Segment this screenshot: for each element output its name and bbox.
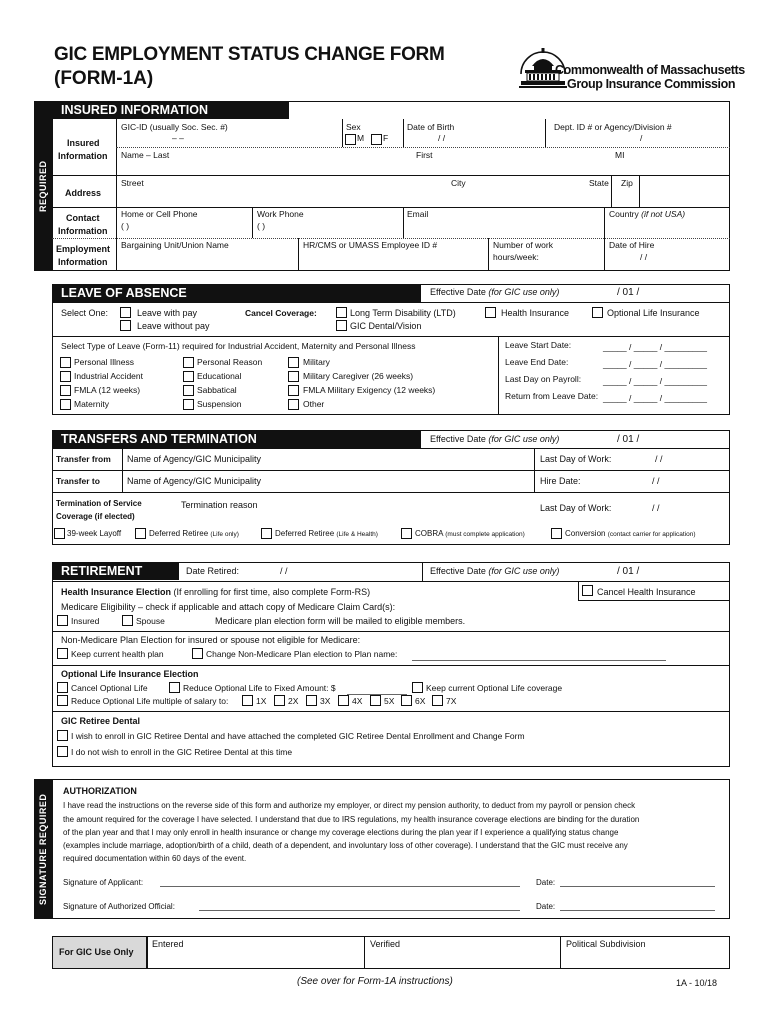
last-day-work-label: Last Day of Work:	[540, 454, 612, 464]
date-of-hire-slashes: / /	[640, 252, 648, 262]
dept-id-slash: /	[640, 133, 643, 143]
work-hours-label-line1: Number of work	[493, 240, 553, 250]
dob-label: Date of Birth	[407, 122, 455, 132]
maternity-checkbox[interactable]	[60, 399, 71, 410]
address-field[interactable]	[117, 190, 729, 206]
applicant-date-label: Date:	[536, 878, 556, 887]
transfer-to-label: Transfer to	[56, 476, 100, 486]
applicant-signature-label: Signature of Applicant:	[63, 878, 144, 887]
leave-type-label: Educational	[197, 371, 242, 381]
multiple-label: 4X	[352, 696, 363, 706]
military-caregiver-checkbox[interactable]	[288, 371, 299, 382]
personal-illness-checkbox[interactable]	[60, 357, 71, 368]
gic-id-field[interactable]	[117, 133, 342, 146]
insured-information-label: Information	[58, 151, 108, 161]
leave-type-label: Industrial Accident	[74, 371, 143, 381]
signature-required-sidebar: SIGNATURE REQUIRED	[34, 779, 52, 919]
contact-information-label: Information	[58, 226, 108, 236]
leave-type-label: Personal Reason	[197, 357, 263, 367]
leave-optional-life-checkbox[interactable]	[592, 307, 603, 318]
personal-reason-checkbox[interactable]	[183, 357, 194, 368]
middle-initial-label: MI	[615, 150, 625, 160]
keep-health-plan-label: Keep current health plan	[71, 649, 164, 659]
change-plan-checkbox[interactable]	[192, 648, 203, 659]
fmla-checkbox[interactable]	[60, 385, 71, 396]
reduce-multiple-label: Reduce Optional Life multiple of salary to:	[71, 696, 229, 706]
leave-type-label: Other	[303, 399, 325, 409]
transfer-from-label: Transfer from	[56, 454, 111, 464]
keep-health-plan-checkbox[interactable]	[57, 648, 68, 659]
reduce-fixed-checkbox[interactable]	[169, 682, 180, 693]
hire-date-label: Hire Date:	[540, 476, 581, 486]
employment-field[interactable]	[117, 254, 487, 269]
insured-title-bar: INSURED INFORMATION	[53, 102, 289, 119]
conversion-checkbox[interactable]	[551, 528, 562, 539]
medicare-spouse-checkbox[interactable]	[122, 615, 133, 626]
reduce-fixed-label: Reduce Optional Life to Fixed Amount: $	[183, 683, 336, 693]
retirement-effective-date: Effective Date (for GIC use only)	[430, 566, 560, 576]
termination-label-line2: Coverage (if elected)	[56, 512, 135, 521]
ltd-checkbox[interactable]	[336, 307, 347, 318]
contact-label: Contact	[66, 213, 100, 223]
official-signature-label: Signature of Authorized Official:	[63, 902, 175, 911]
termination-last-day-slashes[interactable]: / /	[652, 503, 660, 513]
reduce-multiple-checkbox[interactable]	[57, 695, 68, 706]
multiple-7x-checkbox[interactable]	[432, 695, 443, 706]
street-label: Street	[121, 178, 144, 188]
multiple-5x-checkbox[interactable]	[370, 695, 381, 706]
termination-option: Conversion (contact carrier for application)	[565, 529, 696, 538]
medicare-spouse-label: Spouse	[136, 616, 165, 626]
dob-slashes: / /	[438, 133, 446, 143]
sabbatical-checkbox[interactable]	[183, 385, 194, 396]
ltd-label: Long Term Disability (LTD)	[350, 308, 456, 318]
required-sidebar: REQUIRED	[34, 101, 52, 271]
transfers-effective-date-value: / 01 /	[617, 434, 640, 445]
home-phone-label: Home or Cell Phone	[121, 209, 198, 219]
return-date-blank[interactable]: _____ / _____ / _________	[603, 393, 707, 403]
sex-f-label: F	[383, 133, 389, 143]
keep-optional-life-label: Keep current Optional Life coverage	[426, 683, 563, 693]
termination-option: Deferred Retiree (Life & Health)	[275, 529, 378, 538]
dental-vision-label: GIC Dental/Vision	[350, 321, 422, 331]
dental-vision-checkbox[interactable]	[336, 320, 347, 331]
leave-without-pay-label: Leave without pay	[137, 321, 210, 331]
name-last-label: Name – Last	[121, 150, 170, 160]
leave-effective-date-value: / 01 /	[617, 287, 640, 298]
leave-start-blank[interactable]: _____ / _____ / _________	[603, 342, 707, 352]
dental-decline-checkbox[interactable]	[57, 746, 68, 757]
country-label: Country (if not USA)	[609, 209, 686, 219]
leave-effective-date: Effective Date (for GIC use only)	[430, 287, 560, 297]
authorization-text-line: (examples include marriage, adoption/birth of a child, death of a dependent, and involuntary loss of other coverage). I understand that the GIC must receive any	[63, 841, 628, 850]
optional-life-title: Optional Life Insurance Election	[61, 669, 199, 679]
hire-date-slashes[interactable]: / /	[652, 476, 660, 486]
multiple-1x-checkbox[interactable]	[242, 695, 253, 706]
applicant-signature-field[interactable]	[160, 886, 520, 887]
work-hours-label-line2: hours/week:	[493, 252, 539, 262]
medicare-eligibility-label: Medicare Eligibility – check if applicable and attach copy of Medicare Claim Card(s):	[61, 602, 396, 612]
health-election-line: Health Insurance Election (If enrolling for first time, also complete Form-RS)	[61, 587, 371, 597]
multiple-label: 3X	[320, 696, 331, 706]
medicare-insured-checkbox[interactable]	[57, 615, 68, 626]
transfer-to-agency[interactable]: Name of Agency/GIC Municipality	[127, 476, 262, 486]
dental-enroll-checkbox[interactable]	[57, 730, 68, 741]
leave-without-pay-checkbox[interactable]	[120, 320, 131, 331]
multiple-label: 7X	[446, 696, 457, 706]
cancel-health-checkbox[interactable]	[582, 585, 593, 596]
deferred-life-health-checkbox[interactable]	[261, 528, 272, 539]
authorization-text-line: the amount required for the coverage I have selected. I understand that due to IRS regulations, my health insurance coverage elections are binding for the duration	[63, 815, 640, 824]
form-title-line1: GIC EMPLOYMENT STATUS CHANGE FORM	[54, 44, 445, 65]
address-label: Address	[65, 188, 102, 198]
gic-political-label: Political Subdivision	[566, 939, 646, 949]
employment-label: Employment	[56, 244, 111, 254]
termination-last-day-label: Last Day of Work:	[540, 503, 612, 513]
return-date-label: Return from Leave Date:	[505, 391, 599, 401]
keep-optional-life-checkbox[interactable]	[412, 682, 423, 693]
retirement-title-bar: RETIREMENT	[53, 563, 179, 580]
multiple-2x-checkbox[interactable]	[274, 695, 285, 706]
official-date-label: Date:	[536, 902, 556, 911]
last-day-payroll-label: Last Day on Payroll:	[505, 374, 582, 384]
gic-verified-label: Verified	[370, 939, 401, 949]
multiple-label: 2X	[288, 696, 299, 706]
cancel-coverage-label: Cancel Coverage:	[245, 308, 317, 318]
transfers-effective-date: Effective Date (for GIC use only)	[430, 434, 560, 444]
form-title-line2: (FORM-1A)	[54, 68, 154, 89]
form-code: 1A - 10/18	[676, 978, 718, 988]
leave-type-prompt: Select Type of Leave (Form-11) required for Industrial Accident, Maternity and Personal Illness	[61, 341, 416, 351]
layoff-checkbox[interactable]	[54, 528, 65, 539]
authorization-text-line: of the plan year and that I may only enroll in health insurance or change my coverage elections during the plan year if I experience a qualifying status change	[63, 828, 619, 837]
industrial-accident-checkbox[interactable]	[60, 371, 71, 382]
sex-m-label: M	[357, 133, 365, 143]
sex-f-checkbox[interactable]	[371, 134, 382, 145]
leave-type-label: Suspension	[197, 399, 242, 409]
see-over-note: (See over for Form-1A instructions)	[297, 976, 453, 987]
leave-type-label: Military Caregiver (26 weeks)	[303, 371, 414, 381]
leave-health-label: Health Insurance	[501, 308, 570, 318]
dental-enroll-label: I wish to enroll in GIC Retiree Dental and have attached the completed GIC Retiree Dental Enrollment and Change Form	[71, 731, 525, 741]
military-checkbox[interactable]	[288, 357, 299, 368]
termination-option: 39-week Layoff	[67, 529, 122, 538]
change-plan-label: Change Non-Medicare Plan election to Plan name:	[206, 649, 398, 659]
work-phone-paren: ( )	[257, 221, 266, 231]
agency-name-line2: Group Insurance Commission	[567, 77, 736, 91]
work-phone-label: Work Phone	[257, 209, 304, 219]
educational-checkbox[interactable]	[183, 371, 194, 382]
leave-type-label: FMLA Military Exigency (12 weeks)	[303, 385, 436, 395]
dept-id-label: Dept. ID # or Agency/Division #	[554, 122, 672, 132]
leave-with-pay-label: Leave with pay	[137, 308, 198, 318]
leave-with-pay-checkbox[interactable]	[120, 307, 131, 318]
date-of-hire-label: Date of Hire	[609, 240, 655, 250]
authorization-text-line: required documentation within 60 days of the event.	[63, 854, 247, 863]
name-field[interactable]	[117, 162, 729, 174]
multiple-label: 5X	[384, 696, 395, 706]
multiple-6x-checkbox[interactable]	[401, 695, 412, 706]
official-date-field[interactable]	[560, 910, 715, 911]
retirement-effective-date-value: / 01 /	[617, 566, 640, 577]
first-name-label: First	[416, 150, 433, 160]
cobra-checkbox[interactable]	[401, 528, 412, 539]
date-retired-label: Date Retired:	[186, 566, 240, 576]
termination-label-line1: Termination of Service	[56, 499, 142, 508]
leave-start-label: Leave Start Date:	[505, 340, 572, 350]
plan-name-field[interactable]	[412, 660, 666, 661]
insured-row-label: Insured	[67, 138, 100, 148]
select-one-label: Select One:	[61, 308, 109, 318]
date-retired-slashes[interactable]: / /	[280, 566, 288, 576]
cancel-optional-life-checkbox[interactable]	[57, 682, 68, 693]
official-signature-field[interactable]	[199, 910, 520, 911]
cancel-health-label: Cancel Health Insurance	[597, 587, 696, 597]
termination-option: COBRA (must complete application)	[415, 529, 525, 538]
retiree-dental-title: GIC Retiree Dental	[61, 716, 141, 726]
gic-id-dashes: – –	[172, 133, 184, 143]
transfer-from-agency[interactable]: Name of Agency/GIC Municipality	[127, 454, 262, 464]
non-medicare-label: Non-Medicare Plan Election for insured or spouse not eligible for Medicare:	[61, 635, 361, 645]
medicare-election-note: Medicare plan election form will be mailed to eligible members.	[215, 616, 466, 626]
sex-label: Sex	[346, 122, 361, 132]
dental-decline-label: I do not wish to enroll in the GIC Retiree Dental at this time	[71, 747, 293, 757]
leave-type-label: FMLA (12 weeks)	[74, 385, 141, 395]
bargaining-unit-label: Bargaining Unit/Union Name	[121, 240, 229, 250]
sex-m-checkbox[interactable]	[345, 134, 356, 145]
leave-title-bar: LEAVE OF ABSENCE	[53, 285, 421, 302]
employment-information-label: Information	[58, 257, 108, 267]
leave-optional-life-label: Optional Life Insurance	[607, 308, 700, 318]
termination-option: Deferred Retiree (Life only)	[149, 529, 239, 538]
hrcms-id-label: HR/CMS or UMASS Employee ID #	[303, 240, 438, 250]
leave-type-label: Sabbatical	[197, 385, 237, 395]
medicare-insured-label: Insured	[71, 616, 100, 626]
zip-label: Zip	[621, 178, 633, 188]
leave-end-blank[interactable]: _____ / _____ / _________	[603, 359, 707, 369]
deferred-life-checkbox[interactable]	[135, 528, 146, 539]
state-label: State	[589, 178, 609, 188]
last-day-payroll-blank[interactable]: _____ / _____ / _________	[603, 376, 707, 386]
last-day-work-slashes[interactable]: / /	[655, 454, 663, 464]
authorization-title: AUTHORIZATION	[63, 786, 137, 796]
email-label: Email	[407, 209, 429, 219]
gic-id-label: GIC-ID (usually Soc. Sec. #)	[121, 122, 228, 132]
other-leave-checkbox[interactable]	[288, 399, 299, 410]
leave-type-label: Personal Illness	[74, 357, 135, 367]
transfers-title-bar: TRANSFERS AND TERMINATION	[53, 431, 421, 448]
gic-entered-label: Entered	[152, 939, 184, 949]
contact-field[interactable]	[117, 222, 729, 236]
multiple-label: 1X	[256, 696, 267, 706]
authorization-text-line: I have read the instructions on the reverse side of this form and authorize my employer, or direct my pension authority, to deduct from my payroll or pension check	[63, 801, 636, 810]
city-label: City	[451, 178, 466, 188]
fmla-military-checkbox[interactable]	[288, 385, 299, 396]
termination-reason-label[interactable]: Termination reason	[181, 500, 258, 510]
cancel-optional-life-label: Cancel Optional Life	[71, 683, 148, 693]
multiple-4x-checkbox[interactable]	[338, 695, 349, 706]
multiple-label: 6X	[415, 696, 426, 706]
gic-use-label: For GIC Use Only	[59, 947, 134, 957]
leave-end-label: Leave End Date:	[505, 357, 569, 367]
agency-name-line1: Commonwealth of Massachusetts	[555, 63, 745, 77]
leave-type-label: Maternity	[74, 399, 109, 409]
home-phone-paren: ( )	[121, 221, 130, 231]
applicant-date-field[interactable]	[560, 886, 715, 887]
suspension-checkbox[interactable]	[183, 399, 194, 410]
leave-type-label: Military	[303, 357, 330, 367]
multiple-3x-checkbox[interactable]	[306, 695, 317, 706]
leave-health-checkbox[interactable]	[485, 307, 496, 318]
